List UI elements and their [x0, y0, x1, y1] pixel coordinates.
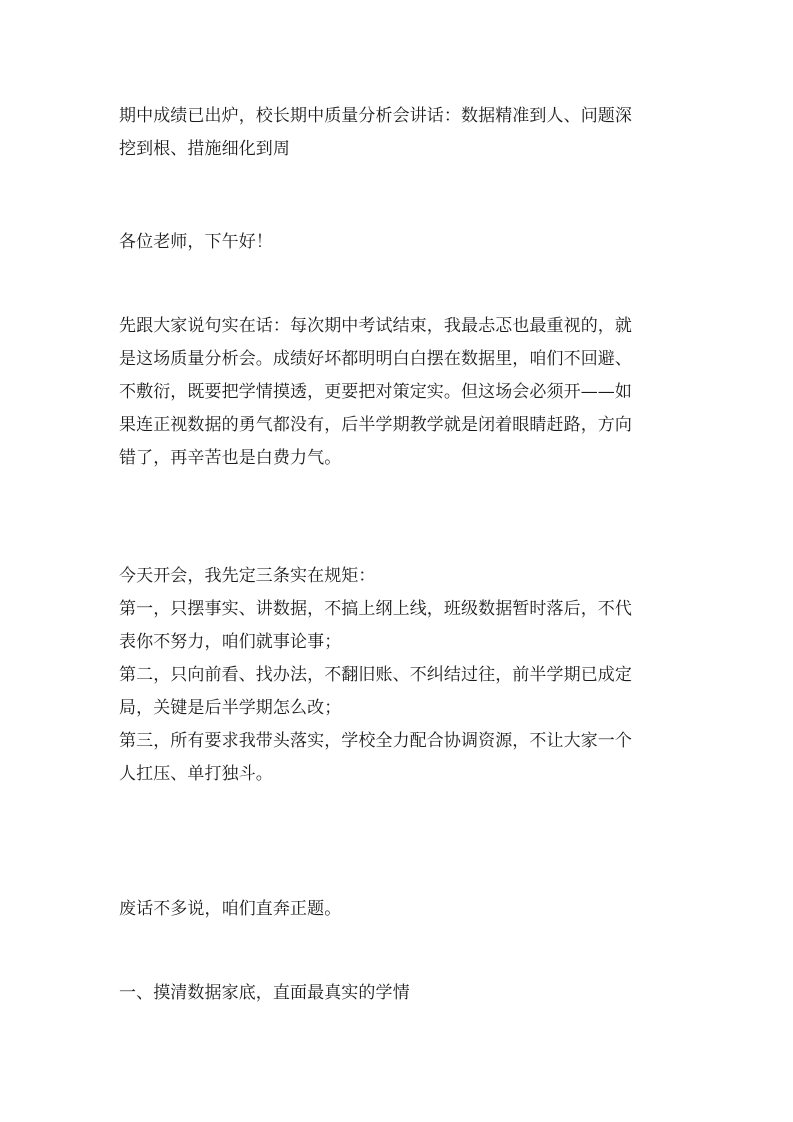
intro-paragraph — [119, 310, 681, 475]
intro-line-4: 果连正视数据的勇气都没有，后半学期教学就是闭着眼睛赶路，方向 — [119, 415, 632, 435]
intro-line-3: 不敷衍，既要把学情摸透，更要把对策定实。但这场会必须开——如 — [119, 382, 632, 402]
title-line-2: 挖到根、措施细化到周 — [119, 139, 290, 159]
greeting-line: 各位老师，下午好！ — [119, 232, 273, 252]
rule-3-line-1: 第三，所有要求我带头落实，学校全力配合协调资源，不让大家一个 — [119, 731, 632, 751]
rule-2-line-1: 第二，只向前看、找办法，不翻旧账、不纠结过往，前半学期已成定 — [119, 665, 632, 685]
section-heading — [119, 977, 681, 1010]
rule-1-line-1: 第一，只摆事实、讲数据，不搞上纲上线，班级数据暂时落后，不代 — [119, 599, 632, 619]
title-line-1: 期中成绩已出炉，校长期中质量分析会讲话：数据精准到人、问题深 — [119, 106, 632, 126]
rule-2-line-2: 局，关键是后半学期怎么改； — [119, 698, 342, 718]
section-heading-line: 一、摸清数据家底，直面最真实的学情 — [119, 983, 410, 1003]
rule-3-line-2: 人扛压、单打独斗。 — [119, 764, 273, 784]
rules-intro-line: 今天开会，我先定三条实在规矩： — [119, 566, 376, 586]
intro-line-2: 是这场质量分析会。成绩好坏都明明白白摆在数据里，咱们不回避、 — [119, 349, 632, 369]
closing-paragraph — [119, 893, 681, 926]
document-title — [119, 100, 681, 166]
closing-line: 废话不多说，咱们直奔正题。 — [119, 899, 342, 919]
rules-paragraph — [119, 560, 681, 791]
intro-line-1: 先跟大家说句实在话：每次期中考试结束，我最忐忑也最重视的，就 — [119, 316, 632, 336]
rule-1-line-2: 表你不努力，咱们就事论事； — [119, 632, 342, 652]
intro-line-5: 错了，再辛苦也是白费力气。 — [119, 448, 342, 468]
greeting-paragraph — [119, 226, 681, 259]
